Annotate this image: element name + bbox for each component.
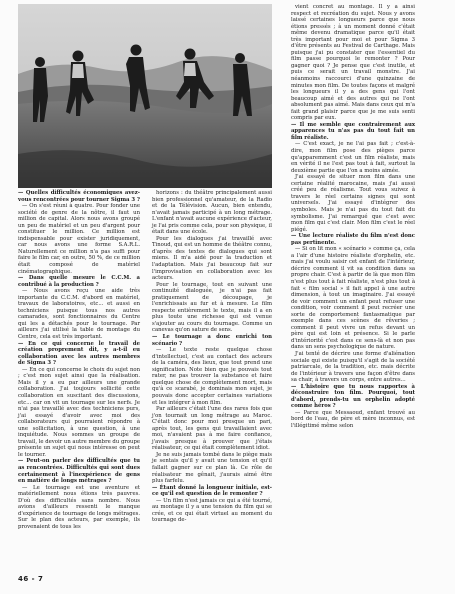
interview-question: — L'histoire que tu nous rapportes à déconstruire ton film. Pourquoi, tout d'abord, prends-tu un orphelin adopté comme héros ?	[291, 383, 415, 410]
interview-paragraph: Pour les dialogues j'ai travaillé avec Tinoud, qui est un homme de théâtre connu, d'après des textes de dialogues qui sont miens. Il m'a aidé pour la traduction et l'adaptation. Mais j'ai beaucoup fait sur l'improvisation en collaboration avec les acteurs.	[152, 235, 272, 282]
interview-question: — Étant donné la longueur initiale, est-ce qu'il est question de le remonter ?	[152, 484, 272, 498]
interview-question: — Le tournage a donc enrichi ton scénario ?	[152, 334, 272, 347]
film-still-illustration	[18, 4, 272, 188]
page-number: 46 - 7	[18, 575, 44, 583]
interview-paragraph: horizons : du théâtre principalement aussi bien professionnel qu'amateur, de la Radio et de la Télévision. Aucun, bien entendu, n'avait jamais participé à un long métrage. L'enfant n'avait aucune expérience d'acteur, je l'ai pris comme cela, pour son physique, il était dans une école.	[152, 190, 272, 236]
interview-paragraph: — Un film n'est jamais ce qui a été tourné, au montage il y a une tension du film qui se crée, et ce qui était virtuel au moment du tournage de-	[152, 497, 272, 524]
text-column-3	[291, 4, 415, 430]
interview-paragraph: — On s'est réuni à quatre. Pour fonder une société de genre de la nôtre, il faut un million de capital. Alors nous avons groupé un peu de matériel et un peu d'argent pour constituer le million. Ce million est indispensable pour exister juridiquement, car nous avons une forme S.A.R.L. Naturellement ce million n'a pas suffi pour faire le film car, en outre, 50 %, de ce million était composé de matériel cinématographique.	[18, 203, 140, 275]
interview-question: — Une lecture réaliste du film n'est donc pas pertinente.	[291, 233, 415, 246]
film-still-photo	[18, 4, 272, 188]
interview-question: — Il me semble que contrairement aux apparences tu n'as pas du tout fait un film réaliste.	[291, 121, 415, 141]
interview-paragraph: Je ne suis jamais tombé dans le piège mais je sentais qu'il y avait une tension et qu'il fallait gagner sur ce plan là. Ce rôle de réalisateur me gênait, j'aurais aimé être plus farfelu.	[152, 451, 272, 485]
interview-paragraph: — Si on lit mon « scénario » comme ça, cela a l'air d'une histoire réaliste d'orphelin, etc. mais j'ai voulu saisir cet enfant de l'intérieur, décrire comment il vit sa condition dans sa propre chair. C'est à partir de là que mon film n'est plus tout à fait réaliste, n'est plus tout à fait « film social » il fait appel à une autre dimension, à tout un imaginaire. J'ai essayé de voir comment un enfant peut refuser une condition, voir comment il peut recréer une sorte de comportement fantasmatique par exemple dans ces scènes de rêveries ; comment il peut vivre un refus devant un père qui est loin et présence. Si le parle d'intériorité c'est dans ce sens-là et non pas dans un sens psychologique de nature.	[291, 246, 415, 351]
interview-question: — Dans quelle mesure le C.C.M. a contribué à la production ?	[18, 275, 140, 288]
text-column-2	[152, 190, 272, 524]
interview-paragraph: J'ai tenté de décrire une forme d'aliénation sociale qui existe puisqu'il s'agit de la société patriarcale, de la tradition, etc. mais décrite de l'intérieur à travers une façon d'être dans sa chair, à travers un corps, entre autres...	[291, 350, 415, 384]
text-column-1	[18, 190, 140, 530]
interview-paragraph: Pour le tournage, tout en suivant une continuité dialoguée, je n'ai pas fait pratiquement de découpage, je l'enrichissais au fur et à mesure. Le film respecte entièrement le texte, mais il a en plus toute une richesse qui est venue s'ajouter au cours du tournage. Comme un canevas qu'on sature de sens.	[152, 281, 272, 334]
interview-paragraph: — Le tournage est une aventure et matériellement nous étions très pauvres. D'où des difficultés sans nombre. Nous avions d'ailleurs ressenti le manque d'expérience de tournage de longs métrages. Sur le plan des acteurs, par exemple, ils provenaient de tous les	[18, 484, 140, 530]
interview-paragraph: Par ailleurs c'était l'une des rares fois que j'on tournait un long métrage au Maroc. C'était donc pour moi presque un pari, après tout, les gens qui travaillaient avec moi, n'avaient pas à me faire confiance, j'avais presque à prouver que j'étais réalisateur, ce qui était complètement idiot.	[152, 406, 272, 452]
interview-paragraph: J'ai essayé de situer mon film dans une certaine réalité marocaine, mais j'ai aussi créé peu de réalisme. Tout vous suivez à travers le réel certains signes qui sont universels. J'ai essayé d'intégrer des symboles. Mais je n'ai pas du tout fait du symbolisme. J'ai remarqué que c'est avec mon film qui c'est clair. Mon film c'est le réel piégé.	[291, 174, 415, 233]
interview-question: — En ce qui concerne le travail de création proprement dit, y a-t-il eu collaboration avec les autres membres de Sigma 3 ?	[18, 340, 140, 367]
interview-question: — Peut-on parler des difficultés que tu as rencontrées. Difficultés qui sont dues certainement à l'inexpérience de gens en matière de longs métrages ?	[18, 458, 140, 485]
interview-question: — Quelles difficultés économiques avez-vous rencontrées pour tourner Sigma 3 ?	[18, 190, 140, 203]
interview-paragraph: — Le texte reste quelque chose d'intellectuel, c'est au contact des acteurs de la caméra, des lieux, que tout prend une signification. Note bien que je pouvais tout rater, ne pas trouver la substance et faire quelque chose de complètement mort, mais qu'à ce scarabé, je dominais mon sujet, je pouvais donc accepter certaines variations et les intégrer à mon film.	[152, 347, 272, 406]
interview-paragraph: — Parce que Messaoud, enfant trouvé au bord de l'eau, de père et mère inconnus, est l'illégitimé même selon	[291, 409, 415, 429]
interview-paragraph: — En ce qui concerne le choix du sujet non ; c'est mon sujet ainsi que la réalisation. Mais il y a eu par ailleurs une grande collaboration. J'ai toujours sollicité cette collaboration en suscitant des discussions, etc... car on vit un tournage sur les nerfs. Je n'ai pas travaillé avec des techniciens purs, j'ai essayé d'avoir avec moi des collaborateurs qui pourraient répondre à une sollicitation, à une question, à une inquiétude. Nous sommes un groupe de travail, le devoir un autre membre du groupe présente un sujet qui nous intéresse on peut le tourner.	[18, 366, 140, 458]
interview-paragraph: — Nous avons reçu une aide très importante du C.C.M. d'abord en matériel, travaux de laboratoires, etc... et aussi en techniciens puisque tous nos autres camarades, sont fonctionnaires du Centre qui les a détachés pour le tournage. Par ailleurs j'ai utilisé la table de montage du Centre, cela est très important.	[18, 288, 140, 341]
interview-paragraph: — C'est exact, je ne l'ai pas fait ; c'est-à-dire, mon film pose des pièges parce qu'apparemment c'est un film réaliste, mais en vérité il ne l'est pas tout à fait, surtout la deuxième partie que l'on a moins aimée.	[291, 141, 415, 174]
interview-paragraph: vient concret au montage. Il y a ainsi respect et recréation du sujet. Nous y avons laissé certaines longueurs parce que nous étions pressés ; à un moment donné c'était même devenu dramatique parce qu'il était très important pour moi et pour Sigma 3 d'être présents au Festival de Carthage. Mais puisque j'ai pu constater que l'essentiel du film passe pourquoi le remonter ? Pour gagner quoi ? Je pense que c'est inutile, et puis ce serait un travail monstre. J'ai néanmoins raccourci d'une quinzaine de minutes mon film. De toutes façons et malgré les longueurs il y a des gens qui l'ont beaucoup aimé et des autres qui ne l'ont absolument pas aimé. Mais dans ceux qui m'a fait grand plaisir parce que je me suis senti compris par eux.	[291, 4, 415, 122]
